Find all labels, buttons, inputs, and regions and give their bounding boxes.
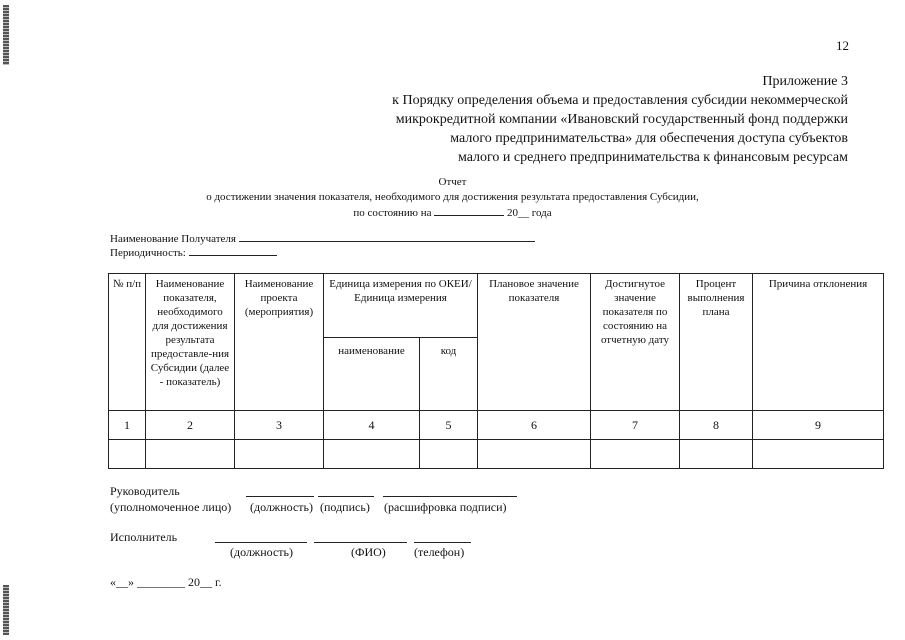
signature-caption: (подпись) [320, 500, 370, 514]
periodicity-field [110, 245, 277, 259]
page-number: 12 [836, 38, 849, 53]
table-cell[interactable] [324, 440, 420, 469]
header-indicator: Наименование показателя, необходимого для достижения результата предоставле-ния Субсидии (далее - показатель) [146, 274, 235, 411]
position-caption: (должность) [250, 500, 313, 514]
column-number: 3 [235, 411, 324, 440]
appendix-line: к Порядку определения объема и предоставления субсидии некоммерческой [392, 93, 848, 108]
date-line: «__» ________ 20__ г. [110, 575, 222, 589]
as-of-label: по состоянию на [353, 207, 432, 219]
table-row [109, 440, 884, 469]
executor-fio-caption: (ФИО) [351, 545, 386, 559]
header-unit: Единица измерения по ОКЕИ/Единица измерения [324, 274, 478, 338]
header-num: № п/п [109, 274, 146, 411]
scan-mark [3, 5, 9, 65]
report-subtitle: о достижении значения показателя, необходимого для достижения результата предоставления Субсидии, [206, 191, 699, 203]
decoding-blank [383, 486, 517, 497]
signature-blank [318, 486, 374, 497]
header-reason: Причина отклонения [753, 274, 884, 411]
report-title-block [0, 175, 905, 221]
report-as-of [0, 205, 905, 221]
head-sub-label: (уполномоченное лицо) [110, 500, 232, 514]
decoding-caption: (расшифровка подписи) [384, 500, 507, 514]
appendix-line: малого и среднего предпринимательства к финансовым ресурсам [457, 150, 848, 165]
table-cell[interactable] [680, 440, 753, 469]
header-achieved: Достигнутое значение показателя по состоянию на отчетную дату [591, 274, 680, 411]
column-number: 7 [591, 411, 680, 440]
head-label: Руководитель [110, 484, 180, 498]
executor-position-caption: (должность) [230, 545, 293, 559]
executor-label: Исполнитель [110, 530, 178, 544]
appendix-line: малого предпринимательства» для обеспечения доступа субъектов [450, 131, 848, 146]
header-plan: Плановое значение показателя [478, 274, 591, 411]
column-number: 9 [753, 411, 884, 440]
appendix-line: Приложение 3 [762, 74, 848, 89]
table-cell[interactable] [420, 440, 478, 469]
executor-fio-blank [314, 532, 407, 543]
appendix-header [392, 72, 848, 167]
report-table [108, 273, 884, 469]
column-number: 8 [680, 411, 753, 440]
table-cell[interactable] [235, 440, 324, 469]
table-cell[interactable] [109, 440, 146, 469]
header-project: Наименование проекта (мероприятия) [235, 274, 324, 411]
executor-position-blank [215, 532, 307, 543]
periodicity-label: Периодичность: [110, 247, 186, 259]
column-number: 4 [324, 411, 420, 440]
table-cell[interactable] [753, 440, 884, 469]
date-blank [434, 205, 504, 216]
header-unit-name: наименование [324, 338, 420, 411]
column-number: 5 [420, 411, 478, 440]
position-blank [246, 486, 314, 497]
executor-phone-blank [414, 532, 471, 543]
table-cell[interactable] [591, 440, 680, 469]
executor-phone-caption: (телефон) [414, 545, 465, 559]
table-cell[interactable] [478, 440, 591, 469]
appendix-line: микрокредитной компании «Ивановский государственный фонд поддержки [395, 112, 848, 127]
column-number: 1 [109, 411, 146, 440]
header-percent: Процент выполнения плана [680, 274, 753, 411]
column-number: 6 [478, 411, 591, 440]
column-number: 2 [146, 411, 235, 440]
recipient-label: Наименование Получателя [110, 233, 236, 245]
header-unit-code: код [420, 338, 478, 411]
recipient-blank [239, 231, 535, 242]
table-row-numbers [109, 411, 884, 440]
as-of-year: 20__ года [507, 207, 552, 219]
report-title: Отчет [438, 176, 467, 188]
recipient-field [110, 231, 535, 245]
table-cell[interactable] [146, 440, 235, 469]
periodicity-blank [189, 245, 277, 256]
scan-mark [3, 585, 9, 635]
